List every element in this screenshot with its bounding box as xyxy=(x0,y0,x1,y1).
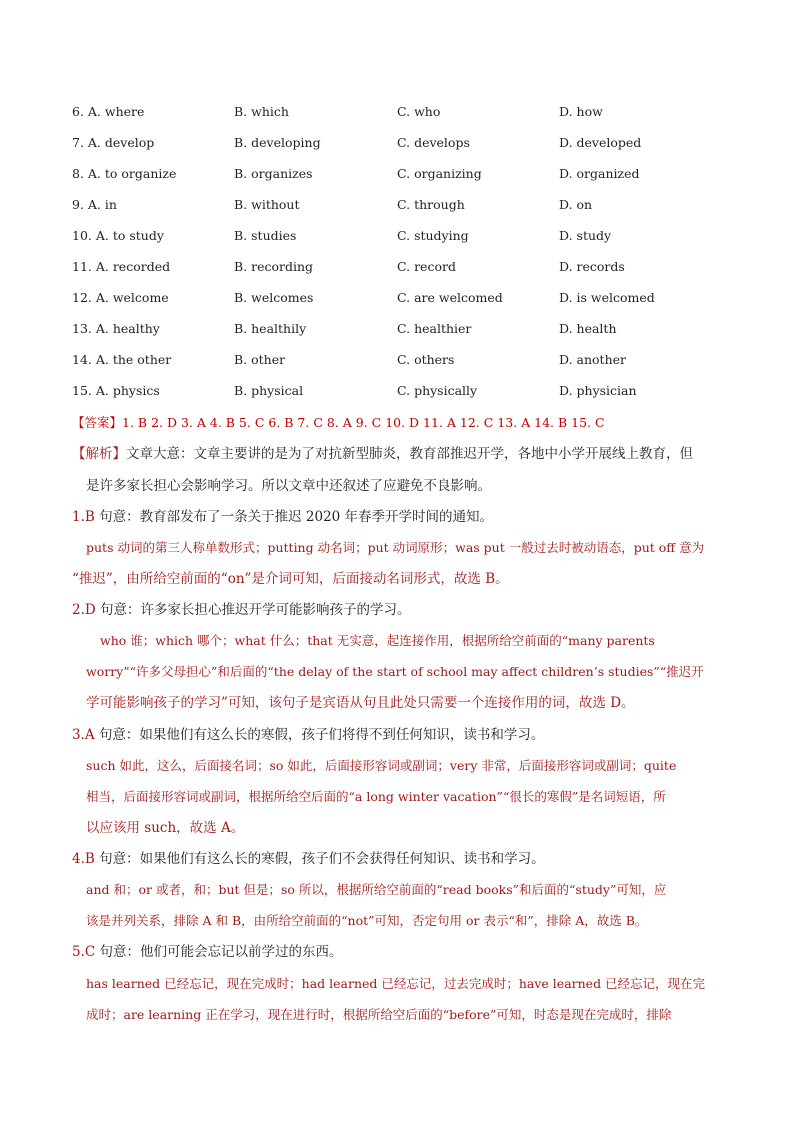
item-heading xyxy=(72,725,544,745)
option-d: D. health xyxy=(559,321,617,336)
explanation-summary xyxy=(72,444,693,464)
option-a: 13. A. healthy xyxy=(72,321,160,336)
item-line: worry”“许多父母担心”和后面的“the delay of the start of school may affect children’s studies”“推迟开 xyxy=(86,664,704,679)
option-d: D. physician xyxy=(559,383,637,398)
explanation-line: 文章大意：文章主要讲的是为了对抗新型肺炎，教育部推迟开学，各地中小学开展线上教育，但 xyxy=(126,446,693,462)
option-c: C. are welcomed xyxy=(397,290,503,305)
options-list xyxy=(72,102,752,412)
item-heading xyxy=(72,507,493,527)
option-b: B. which xyxy=(234,104,289,119)
option-b: B. organizes xyxy=(234,166,313,181)
option-a: 15. A. physics xyxy=(72,383,160,398)
item-line: 该是并列关系，排除 A 和 B，由所给空前面的“not”可知，否定句用 or 表示“和”，排除 A，故选 B。 xyxy=(86,913,648,928)
item-meaning: 句意：如果他们有这么长的寒假，孩子们将得不到任何知识，读书和学习。 xyxy=(98,727,545,743)
option-row xyxy=(72,102,752,133)
item-meaning: 句意：教育部发布了一条关于推迟 2020 年春季开学时间的通知。 xyxy=(99,509,494,525)
item-line: puts 动词的第三人称单数形式；putting 动名词；put 动词原形；was put 一般过去时被动语态，put off 意为 xyxy=(86,540,705,555)
option-a: 14. A. the other xyxy=(72,352,172,367)
item-heading xyxy=(72,942,343,962)
option-c: C. through xyxy=(397,197,465,212)
item-heading xyxy=(72,849,545,869)
option-d: D. records xyxy=(559,259,625,274)
option-row xyxy=(72,226,752,257)
option-b: B. welcomes xyxy=(234,290,314,305)
option-c: C. studying xyxy=(397,228,469,243)
option-d: D. developed xyxy=(559,135,642,150)
item-line: 成时；are learning 正在学习，现在进行时，根据所给空后面的“before”可知，时态是现在完成时，排除 xyxy=(86,1007,672,1022)
answer-text: 1. B 2. D 3. A 4. B 5. C 6. B 7. C 8. A 9. C 10. D 11. A 12. C 13. A 14. B 15. C xyxy=(122,415,605,430)
item-line: such 如此，这么，后面接名词；so 如此，后面接形容词或副词；very 非常，后面接形容词或副词；quite xyxy=(86,758,677,773)
option-c: C. organizing xyxy=(397,166,482,181)
answer-key xyxy=(72,413,605,433)
item-line: 学可能影响孩子的学习”可知，该句子是宾语从句且此处只需要一个连接作用的词，故选 D。 xyxy=(86,695,635,711)
option-row xyxy=(72,350,752,381)
option-c: C. record xyxy=(397,259,456,274)
option-row xyxy=(72,133,752,164)
answer-tag: 【答案】 xyxy=(72,415,123,430)
option-a: 7. A. develop xyxy=(72,135,155,150)
option-row xyxy=(72,319,752,350)
item-meaning: 句意：他们可能会忘记以前学过的东西。 xyxy=(99,944,343,960)
option-row xyxy=(72,164,752,195)
item-number: 5.C xyxy=(72,944,96,960)
option-d: D. is welcomed xyxy=(559,290,655,305)
option-a: 11. A. recorded xyxy=(72,259,171,274)
item-meaning: 句意：如果他们有这么长的寒假，孩子们不会获得任何知识、读书和学习。 xyxy=(99,851,545,867)
option-row xyxy=(72,288,752,319)
explanation-line: 是许多家长担心会影响学习。所以文章中还叙述了应避免不良影响。 xyxy=(86,478,491,494)
item-line: “推迟”，由所给空前面的“on”是介词可知，后面接动名词形式，故选 B。 xyxy=(72,571,509,587)
option-row xyxy=(72,195,752,226)
item-meaning: 句意：许多家长担心推迟开学可能影响孩子的学习。 xyxy=(100,602,411,618)
option-d: D. another xyxy=(559,352,626,367)
option-a: 9. A. in xyxy=(72,197,117,212)
item-heading xyxy=(72,600,411,620)
option-row xyxy=(72,381,752,412)
option-d: D. organized xyxy=(559,166,640,181)
item-line: 相当，后面接形容词或副词，根据所给空后面的“a long winter vacation”“很长的寒假”是名词短语，所 xyxy=(86,789,666,804)
option-b: B. healthily xyxy=(234,321,307,336)
option-c: C. physically xyxy=(397,383,478,398)
item-line: who 谁；which 哪个；what 什么；that 无实意，起连接作用，根据所给空前面的“many parents xyxy=(100,633,655,648)
option-d: D. on xyxy=(559,197,593,212)
item-line: and 和；or 或者，和；but 但是；so 所以，根据所给空前面的“read books”和后面的“study”可知，应 xyxy=(86,882,667,897)
option-b: B. developing xyxy=(234,135,321,150)
option-c: C. develops xyxy=(397,135,470,150)
option-a: 8. A. to organize xyxy=(72,166,177,181)
option-a: 10. A. to study xyxy=(72,228,164,243)
option-d: D. how xyxy=(559,104,603,119)
explanation-tag: 【解析】 xyxy=(72,446,126,462)
option-c: C. who xyxy=(397,104,441,119)
option-b: B. studies xyxy=(234,228,297,243)
option-c: C. others xyxy=(397,352,455,367)
option-b: B. physical xyxy=(234,383,304,398)
item-line: has learned 已经忘记，现在完成时；had learned 已经忘记，过去完成时；have learned 已经忘记，现在完 xyxy=(86,976,706,991)
option-b: B. other xyxy=(234,352,286,367)
item-number: 4.B xyxy=(72,851,95,867)
option-a: 12. A. welcome xyxy=(72,290,169,305)
option-b: B. recording xyxy=(234,259,314,274)
item-number: 2.D xyxy=(72,602,96,618)
option-c: C. healthier xyxy=(397,321,472,336)
item-line: 以应该用 such，故选 A。 xyxy=(86,820,245,836)
option-b: B. without xyxy=(234,197,300,212)
option-d: D. study xyxy=(559,228,612,243)
item-number: 3.A xyxy=(72,727,95,743)
item-number: 1.B xyxy=(72,509,95,525)
option-row xyxy=(72,257,752,288)
option-a: 6. A. where xyxy=(72,104,145,119)
